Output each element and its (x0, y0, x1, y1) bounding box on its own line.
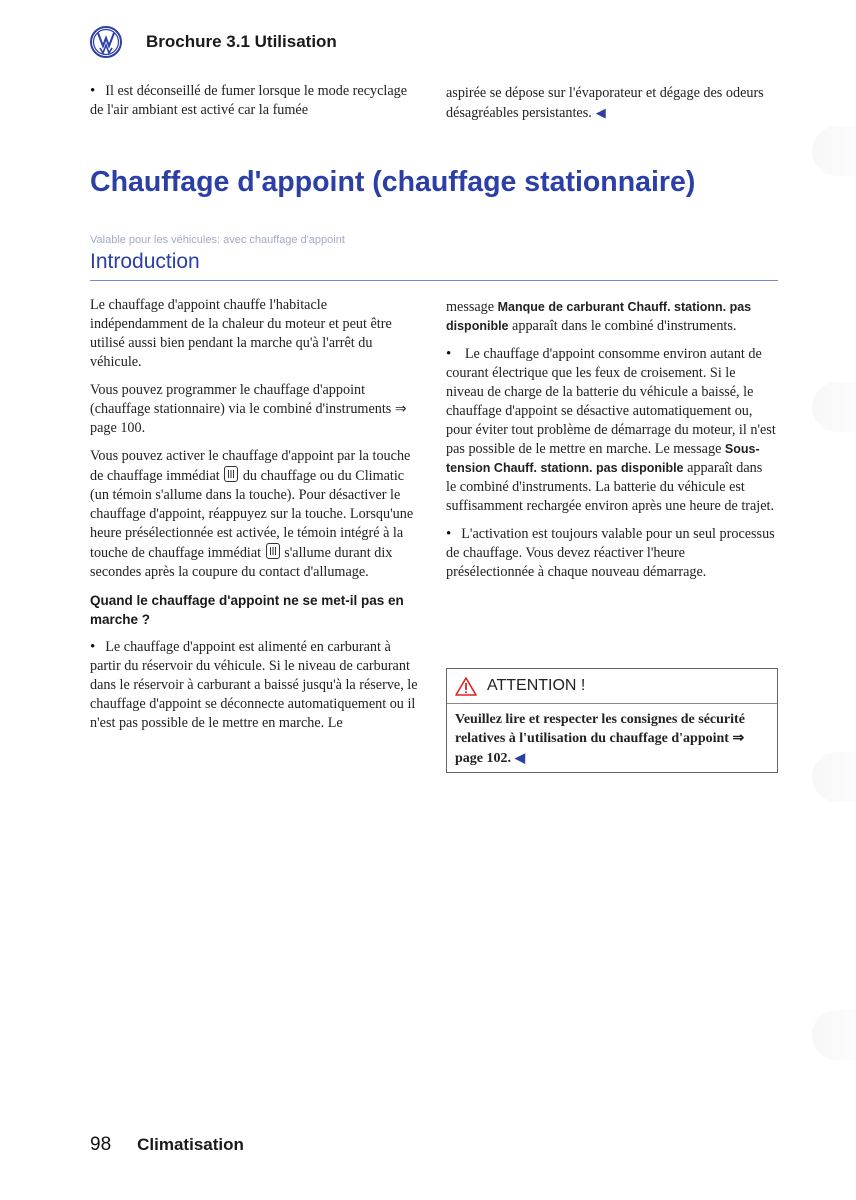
top-right-text (446, 84, 776, 132)
paragraph: Vous pouvez activer le chauffage d'appoint par la touche de chauffage immédiat du chauffage ou du Climatic (un témoin s'allume dans la touche). Pour désactiver le chauffage d'appoint, réappuyez sur la touche. Lorsqu'une heure présélectionnée est activée, le témoin intégré à la touche de chauffage immédiat s'allume durant dix secondes après la coupure du contact d'allumage. (90, 448, 414, 580)
edge-tab-mark (812, 126, 856, 176)
top-left-paragraph: Il est déconseillé de fumer lorsque le mode recyclage de l'air ambiant est activé car la fumée (90, 83, 408, 118)
warning-triangle-icon (455, 677, 477, 696)
right-column (446, 298, 776, 591)
end-marker-icon: ◀ (515, 750, 525, 765)
warning-box (446, 668, 778, 773)
page-number: 98 (90, 1134, 112, 1155)
edge-tab-mark (812, 382, 856, 432)
document-title: Brochure 3.1 Utilisation (146, 32, 337, 51)
validity-note: Valable pour les véhicules: avec chauffage d'appoint (90, 234, 345, 246)
paragraph: Vous pouvez programmer le chauffage d'appoint (chauffage stationnaire) via le combiné d'instruments ⇒ page 100. (90, 382, 407, 436)
warning-title: ATTENTION ! (487, 677, 586, 694)
chapter-title: Climatisation (137, 1135, 244, 1154)
warning-header (447, 669, 777, 704)
main-title: Chauffage d'appoint (chauffage stationnaire) (90, 166, 696, 198)
top-right-paragraph: aspirée se dépose sur l'évaporateur et dégage des odeurs désagréables persistantes. (446, 85, 764, 121)
end-marker-icon: ◀ (595, 105, 606, 120)
sub-heading: Quand le chauffage d'appoint ne se met-il pas en marche ? (90, 593, 404, 627)
page-header (90, 26, 337, 58)
edge-tab-mark (812, 752, 856, 802)
section-divider (90, 280, 778, 281)
paragraph: Le chauffage d'appoint chauffe l'habitacle indépendamment de la chaleur du moteur et peut être utilisé aussi bien pendant la marche qu'à l'arrêt du véhicule. (90, 297, 392, 370)
left-column (90, 296, 420, 742)
bullet-item: • Le chauffage d'appoint est alimenté en carburant à partir du réservoir du véhicule. Si le niveau de carburant dans le réservoir à carburant a baissé jusqu'à la réserve, le chauffage d'appoint se déconnecte automatiquement ou il n'est pas possible de le mettre en marche. Le (90, 638, 420, 733)
page-footer (90, 1134, 244, 1156)
display-message: Manque de carburant Chauff. stationn. pas disponible (446, 300, 752, 333)
vw-logo-icon (90, 26, 122, 58)
bullet-item: • L'activation est toujours valable pour un seul processus de chauffage. Vous devez réactiver l'heure présélectionnée à chaque nouveau démarrage. (446, 525, 776, 582)
immediate-heating-button-icon (266, 543, 280, 559)
immediate-heating-button-icon (224, 466, 238, 482)
top-left-text (90, 82, 420, 129)
section-title: Introduction (90, 250, 200, 273)
warning-body: Veuillez lire et respecter les consignes de sécurité relatives à l'utilisation du chauffage d'appoint ⇒ page 102. ◀ (455, 712, 745, 766)
paragraph: message Manque de carburant Chauff. stationn. pas disponible apparaît dans le combiné d'instruments. (446, 299, 752, 334)
bullet-item: • Le chauffage d'appoint consomme environ autant de courant électrique que les feux de croisement. Si le niveau de charge de la batterie du véhicule a baissé, le chauffage d'appoint se désactive automatiquement ou, pour éviter tout problème de démarrage du moteur, il n'est pas possible de le mettre en marche. Le message Sous-tension Chauff. stationn. pas disponible apparaît dans le combiné d'instruments. La batterie du véhicule est suffisamment rechargée environ après une heure de trajet. (446, 345, 776, 516)
edge-tab-mark (812, 1010, 856, 1060)
display-message: Sous-tension Chauff. stationn. pas disponible (446, 442, 760, 475)
